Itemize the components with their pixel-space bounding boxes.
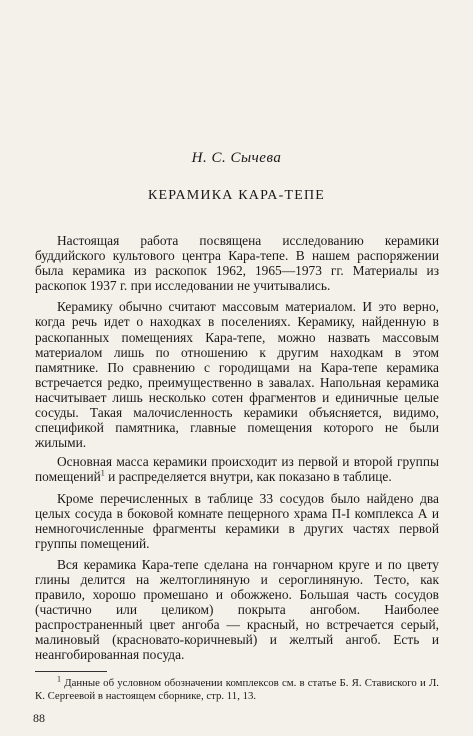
footnote-mark: 1	[57, 674, 61, 684]
footnote-reference: 1	[100, 468, 105, 478]
paragraph-3-text-b: и распределяется внутри, как показано в таблице.	[108, 469, 392, 485]
footnote	[35, 674, 439, 703]
paragraph-1: Настоящая работа посвящена исследованию керамики буддийского культового центра Кара-тепе. В нашем распоряжении была керамика из раскопок 1962, 1965—1973 гг. Материалы из раскопок 1937 г. при исследовании не учитывались.	[35, 233, 439, 294]
footnote-separator	[35, 671, 107, 672]
paragraph-3-text-a: Основная масса керамики происходит из первой и второй группы помещений	[35, 454, 439, 485]
paragraph-3	[35, 454, 439, 484]
paragraph-4: Кроме перечисленных в таблице 33 сосудов было найдено два целых сосуда в боковой комнате пещерного храма П-I комплекса А и немногочисленные фрагменты керамики в других частях первой группы помещений.	[35, 490, 439, 551]
paragraph-2: Керамику обычно считают массовым материалом. И это верно, когда речь идет о находках в поселениях. Керамику, найденную в раскопанных помещениях Кара-тепе, можно назвать массовым материалом лишь по отношению к другим находкам в этом памятнике. По сравнению с городищами на Кара-тепе керамика встречается редко, преимущественно в завалах. Напольная керамика насчитывает лишь несколько сотен фрагментов и единичные целые сосуды. Такая малочисленность керамики объясняется, видимо, спецификой памятника, главные помещения которого не были жилыми.	[35, 299, 439, 451]
page-number: 88	[33, 711, 45, 725]
article-body	[35, 233, 439, 667]
paragraph-5: Вся керамика Кара-тепе сделана на гончарном круге и по цвету глины делится на желтоглиняную и сероглиняную. Тесто, как правило, хорошо промешано и обожжено. Большая часть сосудов (частично или целиком) покрыта ангобом. Наиболее распространенный цвет ангоба — красный, но встречается серый, малиновый (красновато-коричневый) и желтый ангоб. Есть и неангобированная посуда.	[35, 556, 439, 663]
article-title: КЕРАМИКА КАРА-ТЕПЕ	[147, 188, 326, 203]
author-name: Н. С. Сычева	[191, 150, 282, 166]
footnote-text: Данные об условном обозначении комплексов см. в статье Б. Я. Ставиского и Л. К. Сергеевой в настоящем сборнике, стр. 11, 13.	[35, 677, 439, 702]
